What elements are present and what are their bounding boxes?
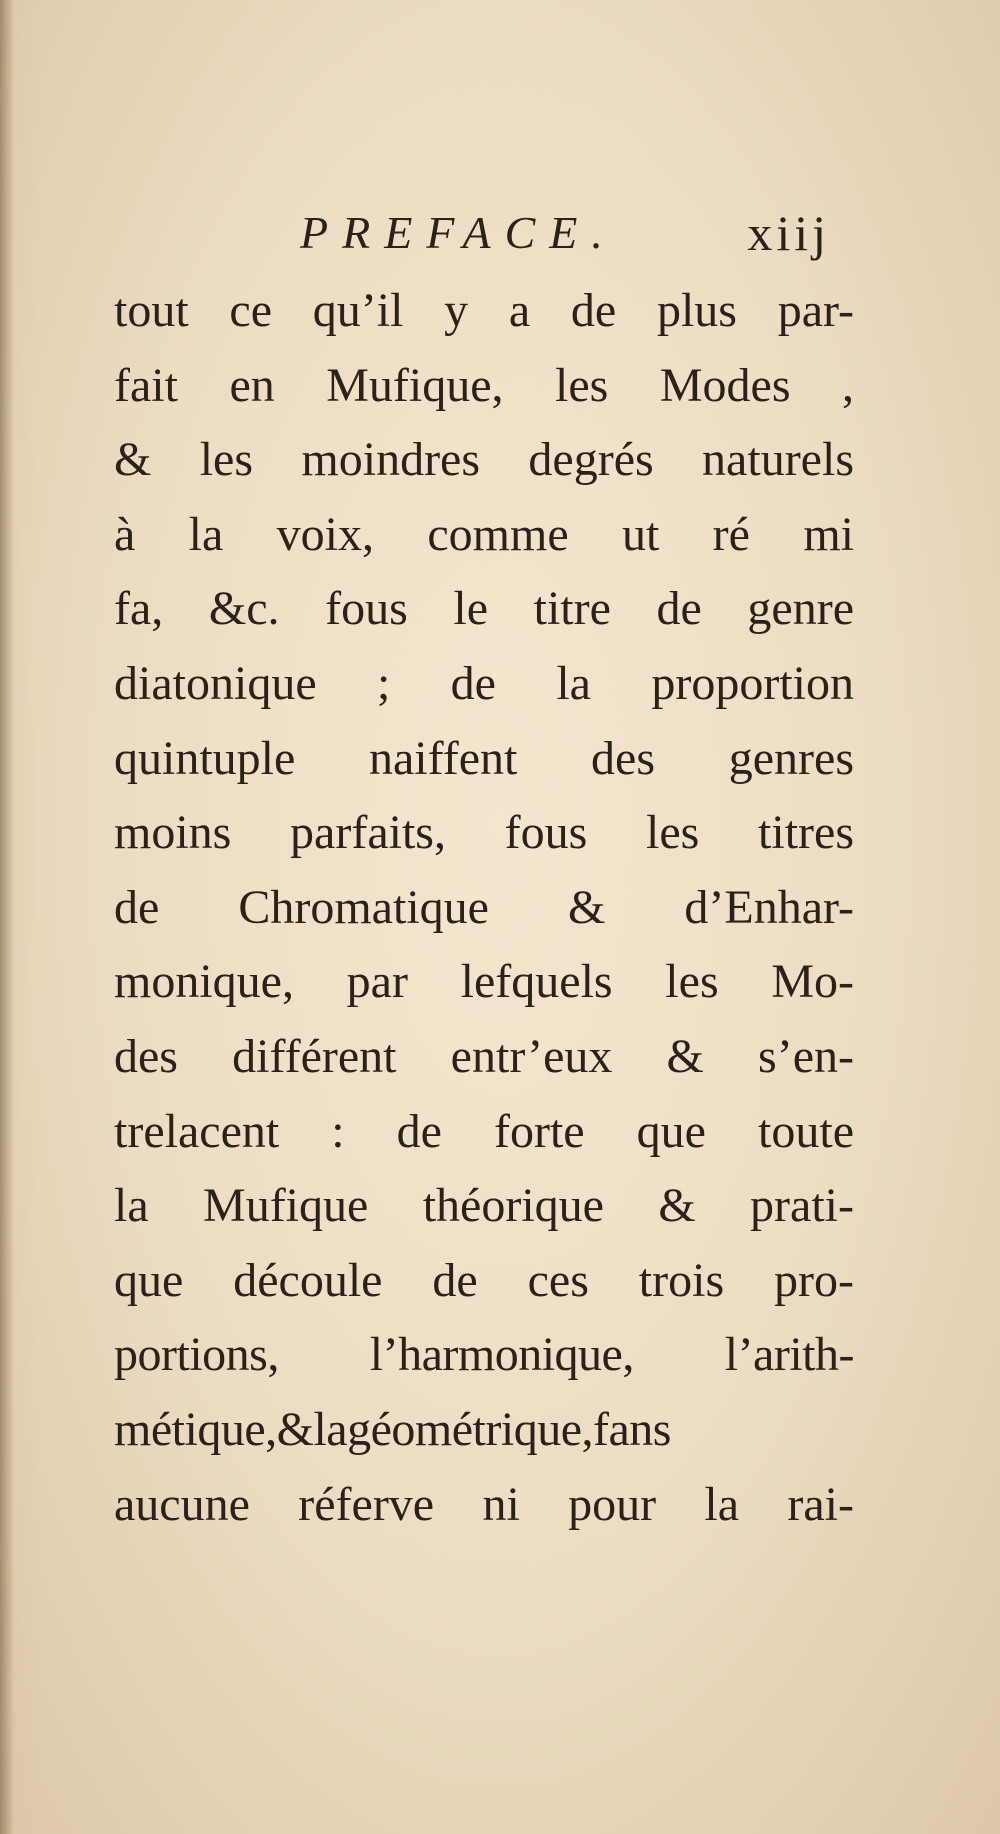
page-edge-shadow (0, 0, 14, 1834)
text-line: fait en Mufique, les Modes , (114, 358, 854, 412)
text-line: tout ce qu’il y a de plus par- (114, 284, 854, 337)
text-line: & les moindres degrés naturels (114, 433, 854, 487)
text-line: de Chromatique & d’Enhar- (114, 880, 854, 934)
text-line: monique, par lefquels les Mo- (114, 955, 854, 1009)
running-head: PREFACE. (300, 207, 617, 258)
page-header (300, 203, 860, 273)
text-line: métique,&lagéométrique,fans (114, 1402, 671, 1456)
text-line: quintuple naiffent des genres (114, 731, 854, 785)
text-line: fa, &c. fous le titre de genre (114, 582, 854, 636)
text-line: la Mufique théorique & prati- (114, 1179, 854, 1233)
text-line: diatonique ; de la proportion (114, 656, 854, 710)
text-line: à la voix, comme ut ré mi (114, 507, 854, 561)
page-number: xiij (747, 205, 830, 261)
text-line: trelacent : de forte que toute (114, 1104, 854, 1158)
body-text (114, 274, 854, 1542)
text-line: moins parfaits, fous les titres (114, 806, 854, 860)
text-line: aucune réferve ni pour la rai- (114, 1477, 854, 1531)
text-line: que découle de ces trois pro- (114, 1253, 854, 1307)
text-line: portions, l’harmonique, l’arith- (114, 1328, 854, 1382)
text-line: des différent entr’eux & s’en- (114, 1029, 854, 1083)
